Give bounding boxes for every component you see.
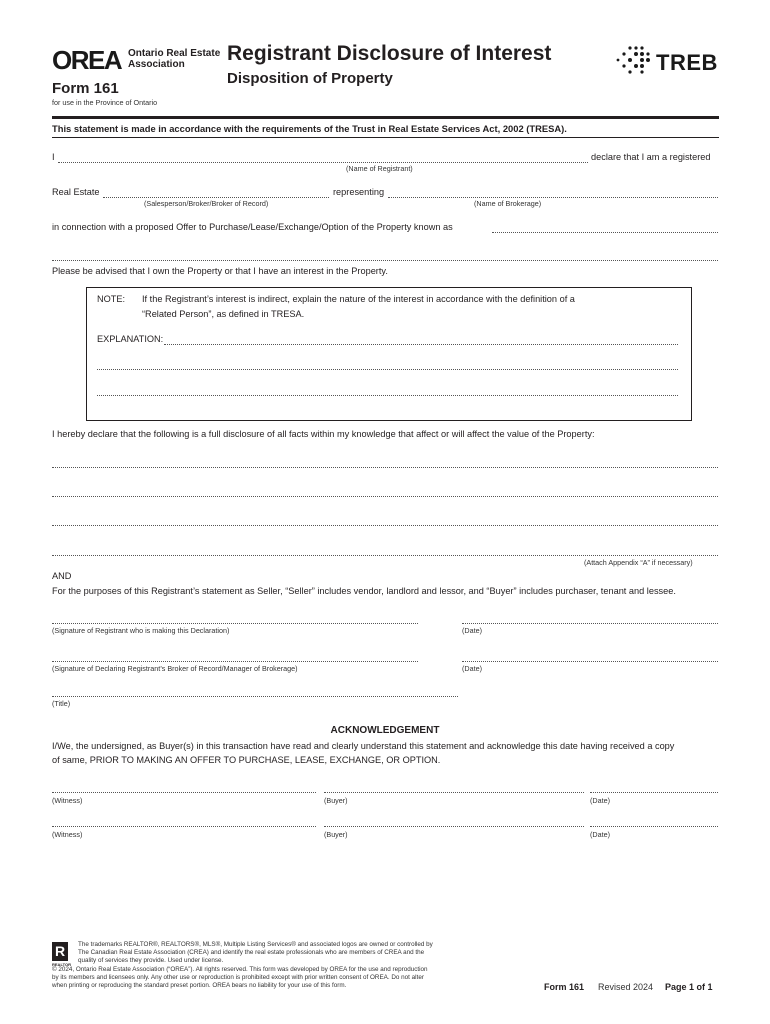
trademark-line2: The Canadian Real Estate Association (CREA) and identify the real estate professionals who are members of CREA and the <box>78 949 425 956</box>
property-field-1[interactable] <box>492 232 718 233</box>
date-field-1[interactable] <box>462 623 718 624</box>
broker-signature-field[interactable] <box>52 661 418 662</box>
salesperson-field[interactable] <box>103 197 329 198</box>
and-label: AND <box>52 571 72 581</box>
explanation-field-3[interactable] <box>97 395 678 396</box>
declare-suffix: declare that I am a registered <box>591 152 711 162</box>
title-caption: (Title) <box>52 699 71 708</box>
statement-rule <box>52 137 719 138</box>
footer-page: Page 1 of 1 <box>665 982 713 992</box>
acknowledgement-line2: of same, PRIOR TO MAKING AN OFFER TO PURCHASE, LEASE, EXCHANGE, OR OPTION. <box>52 755 441 765</box>
title-field[interactable] <box>52 696 458 697</box>
footer-form-label: Form 161 <box>544 982 585 992</box>
treb-logo-wordmark: TREB <box>656 50 718 75</box>
trademark-line1: The trademarks REALTOR®, REALTORS®, MLS®, Multiple Listing Services® and associated logos are owned or controlled by <box>78 941 433 948</box>
i-prefix: I <box>52 152 55 162</box>
explanation-label: EXPLANATION: <box>97 334 164 344</box>
ack-date-field-1[interactable] <box>590 792 718 793</box>
disclosure-field-1[interactable] <box>52 467 718 468</box>
advised-text: Please be advised that I own the Property or that I have an interest in the Property. <box>52 266 388 276</box>
buyer2-caption: (Buyer) <box>324 830 348 839</box>
orea-logo-wordmark: OREA <box>52 45 122 75</box>
orea-org-line1: Ontario Real Estate <box>128 48 221 59</box>
orea-logo <box>52 45 221 75</box>
sig-registrant-caption: (Signature of Registrant who is making this Declaration) <box>52 626 230 635</box>
explanation-field-2[interactable] <box>97 369 678 370</box>
witness-field-1[interactable] <box>52 792 316 793</box>
copyright-line2: by its members and licensees only. Any other use or reproduction is prohibited except with prior written consent of OREA. Do not alter <box>52 974 424 981</box>
salesperson-caption: (Salesperson/Broker/Broker of Record) <box>144 199 269 208</box>
copyright-line1: © 2024, Ontario Real Estate Association (“OREA”). All rights reserved. This form was developed by OREA for the use and reproduction <box>52 966 428 973</box>
orea-org-line2: Association <box>128 59 185 70</box>
purposes-text: For the purposes of this Registrant’s statement as Seller, “Seller” includes vendor, landlord and lessor, and “Buyer” includes purchaser, tenant and lessee. <box>52 586 676 596</box>
name-of-registrant-caption: (Name of Registrant) <box>346 164 413 173</box>
witness1-caption: (Witness) <box>52 796 83 805</box>
buyer-field-1[interactable] <box>324 792 584 793</box>
sig-broker-caption: (Signature of Declaring Registrant’s Broker of Record/Manager of Brokerage) <box>52 664 298 673</box>
representing-label: representing <box>333 187 385 197</box>
attach-note: (Attach Appendix “A” if necessary) <box>584 558 693 567</box>
buyer1-caption: (Buyer) <box>324 796 348 805</box>
ack-date1-caption: (Date) <box>590 796 610 805</box>
registrant-signature-field[interactable] <box>52 623 418 624</box>
realtor-logo-text: REALTOR <box>52 962 71 967</box>
property-field-2[interactable] <box>52 260 718 261</box>
disclosure-field-3[interactable] <box>52 525 718 526</box>
note-box <box>86 287 692 421</box>
copyright-line3: when printing or reproducing the standard preset portion. OREA bears no liability for your use of this form. <box>52 982 347 989</box>
statement-text: This statement is made in accordance with the requirements of the Trust in Real Estate Services Act, 2002 (TRESA). <box>52 123 567 134</box>
disclosure-field-4[interactable] <box>52 555 718 556</box>
treb-logo <box>614 45 724 77</box>
acknowledgement-heading: ACKNOWLEDGEMENT <box>330 725 440 736</box>
brokerage-field[interactable] <box>388 197 718 198</box>
trademark-line3: quality of services they provide. Used under license. <box>78 957 224 964</box>
full-disclosure-text: I hereby declare that the following is a full disclosure of all facts within my knowledge that affect or will affect the value of the Property: <box>52 429 595 439</box>
buyer-field-2[interactable] <box>324 826 584 827</box>
brokerage-caption: (Name of Brokerage) <box>474 199 542 208</box>
province-note: for use in the Province of Ontario <box>52 98 158 107</box>
ack-date-field-2[interactable] <box>590 826 718 827</box>
note-label: NOTE: <box>97 294 126 304</box>
trademark-block <box>78 941 433 965</box>
witness2-caption: (Witness) <box>52 830 83 839</box>
witness-field-2[interactable] <box>52 826 316 827</box>
connection-text: in connection with a proposed Offer to Purchase/Lease/Exchange/Option of the Property known as <box>52 222 453 232</box>
realtor-r-icon: R <box>52 942 68 961</box>
note-line1: If the Registrant’s interest is indirect, explain the nature of the interest in accordance with the definition of a <box>142 294 575 304</box>
form-number: Form 161 <box>52 80 119 97</box>
date-field-2[interactable] <box>462 661 718 662</box>
page-title: Registrant Disclosure of Interest <box>227 42 552 65</box>
page-subtitle: Disposition of Property <box>227 70 393 87</box>
header-rule <box>52 116 719 119</box>
copyright-block <box>52 966 428 990</box>
registrant-name-field[interactable] <box>58 162 588 163</box>
footer-revised: Revised 2024 <box>598 982 654 992</box>
date1-caption: (Date) <box>462 626 482 635</box>
ack-date2-caption: (Date) <box>590 830 610 839</box>
treb-dots-icon <box>614 45 650 75</box>
note-line2: “Related Person”, as defined in TRESA. <box>142 309 305 319</box>
explanation-field-1[interactable] <box>164 344 678 345</box>
realtor-logo <box>52 942 72 968</box>
real-estate-prefix: Real Estate <box>52 187 100 197</box>
disclosure-field-2[interactable] <box>52 496 718 497</box>
date2-caption: (Date) <box>462 664 482 673</box>
acknowledgement-line1: I/We, the undersigned, as Buyer(s) in this transaction have read and clearly understand this statement and acknowledge this date having received a copy <box>52 741 675 751</box>
